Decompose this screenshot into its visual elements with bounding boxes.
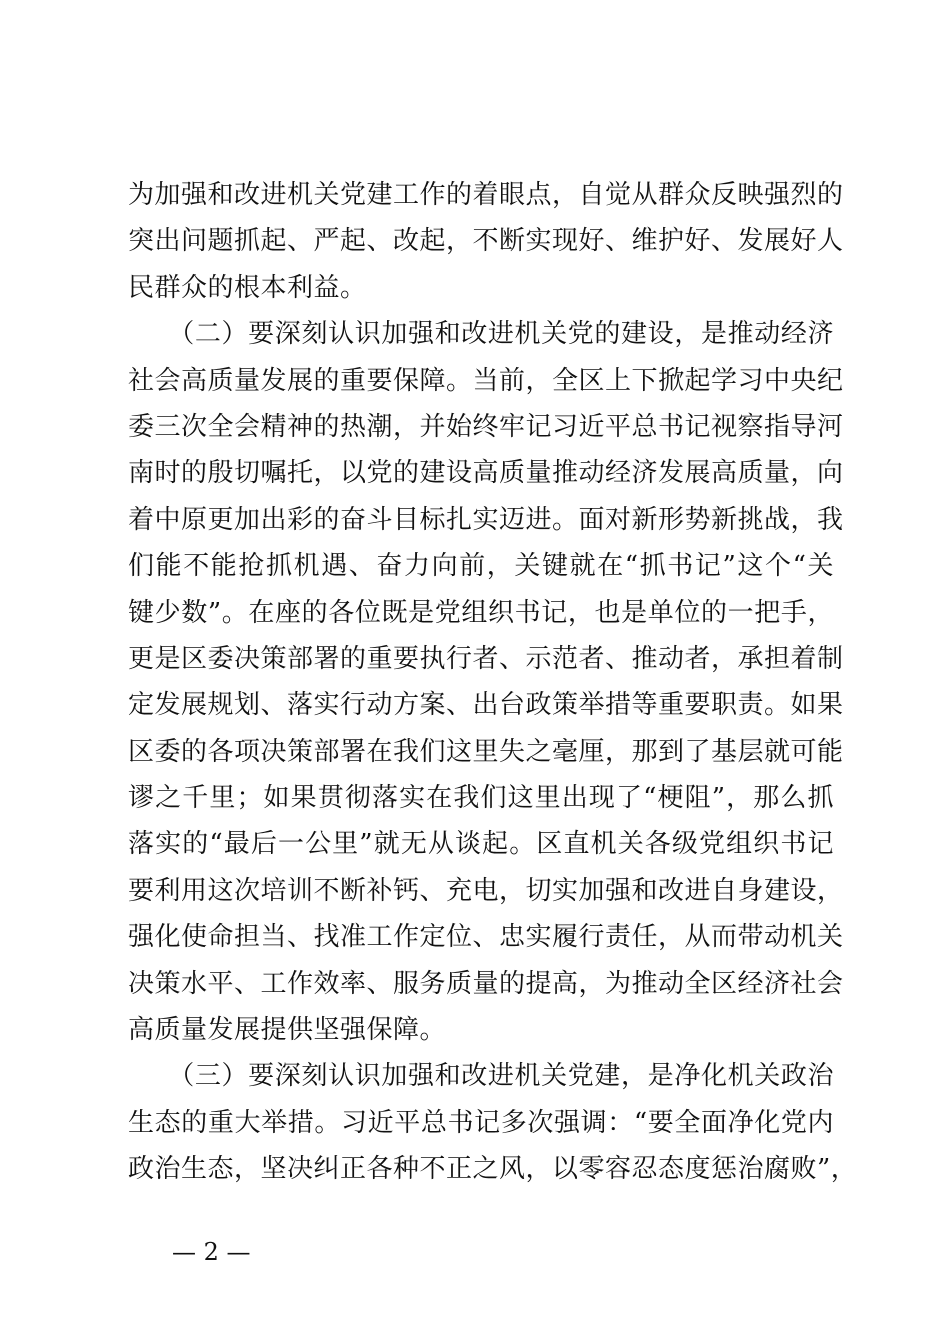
text-line: （三）要深刻认识加强和改进机关党建，是净化机关政治 <box>128 1061 834 1092</box>
text-line: 们能不能抢抓机遇、奋力向前，关键就在“抓书记”这个“关 <box>128 551 834 582</box>
text-line: 着中原更加出彩的奋斗目标扎实迈进。面对新形势新挑战，我 <box>128 504 844 535</box>
text-line: 民群众的根本利益。 <box>128 272 367 303</box>
text-line: 高质量发展提供坚强保障。 <box>128 1015 447 1046</box>
text-line: 决策水平、工作效率、服务质量的提高，为推动全区经济社会 <box>128 968 844 999</box>
text-line: 更是区委决策部署的重要执行者、示范者、推动者，承担着制 <box>128 643 844 674</box>
text-line: 要利用这次培训不断补钙、充电，切实加强和改进自身建设， <box>128 875 844 906</box>
text-line: 生态的重大举措。习近平总书记多次强调：“要全面净化党内 <box>128 1107 834 1138</box>
text-line: 突出问题抓起、严起、改起，不断实现好、维护好、发展好人 <box>128 226 844 257</box>
text-line: 南时的殷切嘱托，以党的建设高质量推动经济发展高质量，向 <box>128 458 844 489</box>
body-text <box>128 172 858 1193</box>
text-line: 区委的各项决策部署在我们这里失之毫厘，那到了基层就可能 <box>128 736 844 767</box>
text-line: 社会高质量发展的重要保障。当前，全区上下掀起学习中央纪 <box>128 365 844 396</box>
text-line: 强化使命担当、找准工作定位、忠实履行责任，从而带动机关 <box>128 922 844 953</box>
text-line: 落实的“最后一公里”就无从谈起。区直机关各级党组织书记 <box>128 829 834 860</box>
page-number: — 2 — <box>172 1238 251 1266</box>
text-line: 政治生态，坚决纠正各种不正之风，以零容忍态度惩治腐败”， <box>128 1154 858 1185</box>
text-line: 定发展规划、落实行动方案、出台政策举措等重要职责。如果 <box>128 690 844 721</box>
text-line: 谬之千里；如果贯彻落实在我们这里出现了“梗阻”，那么抓 <box>128 783 834 814</box>
text-line: 委三次全会精神的热潮，并始终牢记习近平总书记视察指导河 <box>128 411 844 442</box>
text-line: （二）要深刻认识加强和改进机关党的建设，是推动经济 <box>128 319 834 350</box>
text-line: 键少数”。在座的各位既是党组织书记，也是单位的一把手， <box>128 597 834 628</box>
text-line: 为加强和改进机关党建工作的着眼点，自觉从群众反映强烈的 <box>128 180 844 210</box>
